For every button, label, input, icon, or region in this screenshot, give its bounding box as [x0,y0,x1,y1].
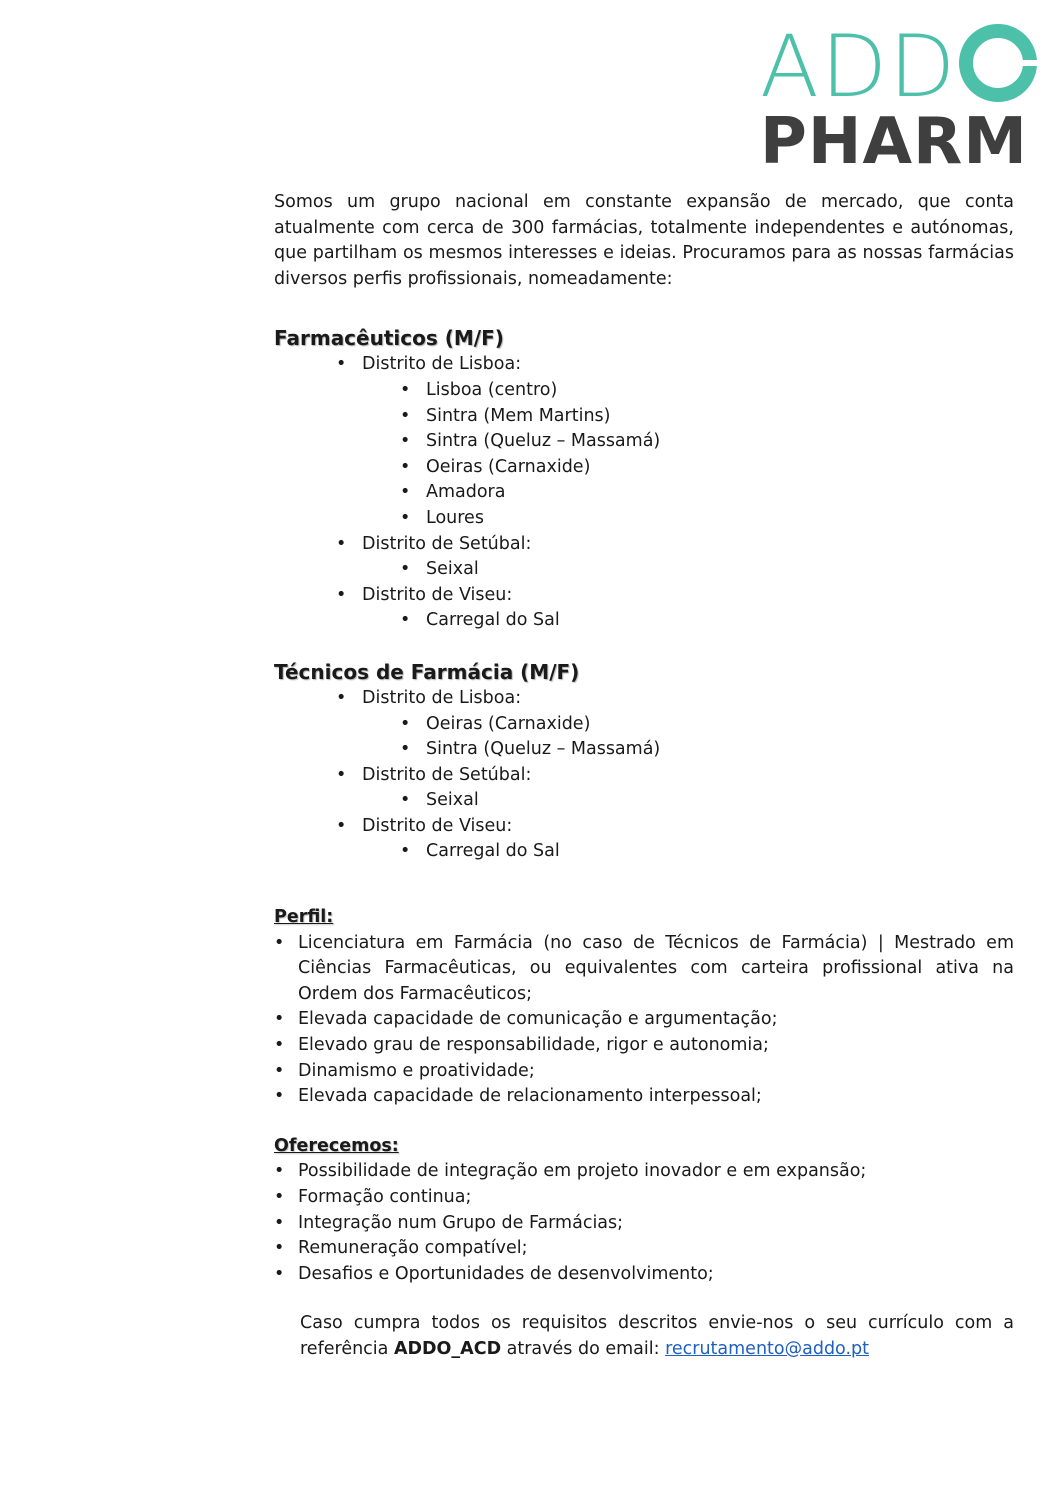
logo-pharm: PHARM [760,105,1028,179]
district-name: • Distrito de Lisboa: [362,354,521,374]
district-item [274,814,1014,865]
location-list [274,788,1014,814]
location-item: • Oeiras (Carnaxide) [274,455,1014,481]
logo-addo: ADD [760,24,1030,109]
perfil-item: • Dinamismo e proatividade; [274,1059,1014,1085]
perfil-item: • Elevada capacidade de relacionamento interpessoal; [274,1084,1014,1110]
district-item [274,583,1014,634]
perfil-heading: Perfil: [274,907,334,928]
perfil-item: • Elevado grau de responsabilidade, rigor e autonomia; [274,1033,1014,1059]
district-name: • Distrito de Viseu: [362,816,512,836]
oferecemos-list [274,1159,1014,1287]
farmaceuticos-districts [274,352,1014,634]
closing-text-before: Caso cumpra todos os requisitos descritos envie-nos o seu currículo com a referência [300,1313,1014,1359]
job-posting [274,190,1014,1363]
oferecemos-item: • Integração num Grupo de Farmácias; [274,1211,1014,1237]
decorative-triangle-pattern [0,0,300,1497]
location-item: • Carregal do Sal [274,608,1014,634]
farmaceuticos-heading: Farmacêuticos (M/F) [274,326,504,351]
location-list [274,839,1014,865]
district-item [274,532,1014,583]
district-item [274,686,1014,763]
location-list [274,557,1014,583]
district-name: • Distrito de Setúbal: [362,765,531,785]
location-list [274,378,1014,532]
location-item: • Sintra (Queluz – Massamá) [274,429,1014,455]
tecnicos-districts [274,686,1014,865]
location-item: • Amadora [274,480,1014,506]
oferecemos-heading: Oferecemos: [274,1135,399,1156]
logo-o-ring-icon [959,24,1037,102]
district-name: • Distrito de Setúbal: [362,534,531,554]
district-item [274,763,1014,814]
oferecemos-item: • Formação continua; [274,1185,1014,1211]
location-item: • Seixal [274,788,1014,814]
location-item: • Oeiras (Carnaxide) [274,712,1014,738]
closing-text-middle: através do email: [501,1338,666,1359]
intro-paragraph: Somos um grupo nacional em constante expansão de mercado, que conta atualmente com cerca de 300 farmácias, totalmente independentes e autónomas, que partilham os mesmos interesses e ideias. Procuramos para as nossas farmácias diversos perfis profissionais, nomeadamente: [274,192,1014,289]
location-item: • Sintra (Queluz – Massamá) [274,737,1014,763]
location-list [274,712,1014,763]
district-name: • Distrito de Viseu: [362,585,512,605]
perfil-item: • Licenciatura em Farmácia (no caso de Técnicos de Farmácia) | Mestrado em Ciências Farmacêuticas, ou equivalentes com carteira profissional ativa na Ordem dos Farmacêuticos; [274,931,1014,1008]
perfil-item: • Elevada capacidade de comunicação e argumentação; [274,1007,1014,1033]
addo-pharm-logo [760,17,1030,179]
location-item: • Loures [274,506,1014,532]
location-item: • Sintra (Mem Martins) [274,404,1014,430]
email-link[interactable]: recrutamento@addo.pt [665,1338,869,1359]
tecnicos-heading: Técnicos de Farmácia (M/F) [274,659,580,684]
reference-code: ADDO_ACD [393,1338,502,1359]
location-item: • Lisboa (centro) [274,378,1014,404]
oferecemos-item: • Remuneração compatível; [274,1236,1014,1262]
district-name: • Distrito de Lisboa: [362,688,521,708]
perfil-list [274,931,1014,1110]
oferecemos-item: • Desafios e Oportunidades de desenvolvimento; [274,1262,1014,1288]
location-item: • Seixal [274,557,1014,583]
oferecemos-item: • Possibilidade de integração em projeto inovador e em expansão; [274,1159,1014,1185]
location-item: • Carregal do Sal [274,839,1014,865]
closing-paragraph [300,1311,1014,1362]
district-item [274,352,1014,531]
location-list [274,608,1014,634]
